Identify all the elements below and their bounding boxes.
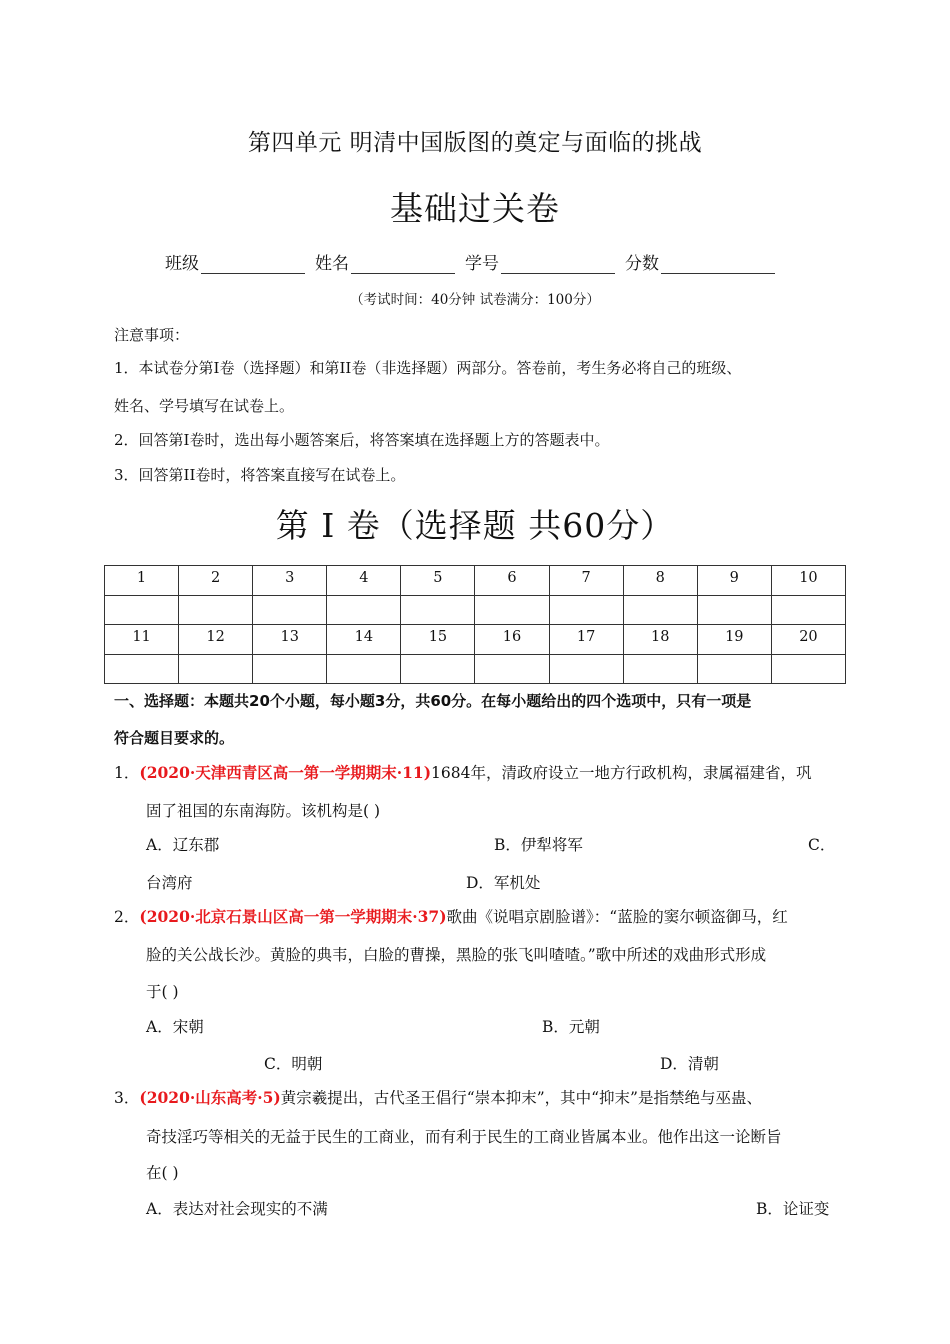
name-input-line[interactable]	[351, 255, 455, 274]
notice-item-3: 3．回答第II卷时，将答案直接写在试卷上。	[114, 466, 406, 484]
answer-cell[interactable]	[771, 596, 845, 625]
answer-grid	[104, 565, 846, 684]
student-id-label: 学号	[465, 254, 499, 274]
grid-number: 8	[623, 566, 697, 596]
question-number: 2．	[114, 908, 140, 926]
option-c-label[interactable]: C．	[808, 836, 836, 854]
grid-number: 11	[105, 625, 179, 655]
question-stem: 歌曲《说唱京剧脸谱》：“蓝脸的窦尔顿盗御马，红	[446, 908, 788, 926]
section-title: 第 I 卷（选择题 共60分）	[275, 506, 675, 545]
question-3	[114, 1086, 762, 1108]
grid-number: 18	[623, 625, 697, 655]
answer-cell[interactable]	[697, 596, 771, 625]
question-number-row	[105, 566, 846, 596]
class-label: 班级	[165, 254, 199, 274]
answer-cell[interactable]	[623, 655, 697, 684]
grid-number: 19	[697, 625, 771, 655]
score-label: 分数	[625, 254, 659, 274]
paper-title: 基础过关卷	[390, 189, 560, 228]
answer-cell[interactable]	[179, 655, 253, 684]
answer-row	[105, 596, 846, 625]
grid-number: 20	[771, 625, 845, 655]
grid-number: 12	[179, 625, 253, 655]
grid-number: 2	[179, 566, 253, 596]
grid-number: 14	[327, 625, 401, 655]
student-id-input-line[interactable]	[501, 255, 615, 274]
answer-cell[interactable]	[401, 596, 475, 625]
grid-number: 15	[401, 625, 475, 655]
student-id-field[interactable]	[465, 249, 615, 274]
question-stem: 1684年，清政府设立一地方行政机构，隶属福建省，巩	[431, 764, 812, 782]
unit-title: 第四单元 明清中国版图的奠定与面临的挑战	[247, 130, 703, 156]
answer-cell[interactable]	[105, 596, 179, 625]
name-field[interactable]	[315, 249, 455, 274]
answer-cell[interactable]	[253, 596, 327, 625]
question-stem: 黄宗羲提出，古代圣王倡行“崇本抑末”，其中“抑末”是指禁绝与巫蛊、	[280, 1089, 762, 1107]
answer-cell[interactable]	[327, 596, 401, 625]
answer-cell[interactable]	[549, 655, 623, 684]
score-input-line[interactable]	[661, 255, 775, 274]
name-label: 姓名	[315, 254, 349, 274]
question-source: (2020·北京石景山区高一第一学期期末·37)	[139, 907, 447, 926]
exam-time-note: （考试时间：40分钟 试卷满分：100分）	[350, 292, 600, 308]
grid-number: 7	[549, 566, 623, 596]
notice-item-1: 1．本试卷分第I卷（选择题）和第II卷（非选择题）两部分。答卷前，考生务必将自己的班级、	[114, 359, 742, 377]
grid-number: 16	[475, 625, 549, 655]
grid-number: 13	[253, 625, 327, 655]
answer-cell[interactable]	[623, 596, 697, 625]
notice-item-1-cont: 姓名、学号填写在试卷上。	[114, 397, 295, 415]
answer-cell[interactable]	[549, 596, 623, 625]
question-stem-cont: 固了祖国的东南海防。该机构是( )	[146, 802, 381, 820]
score-field[interactable]	[625, 249, 775, 274]
section-instructions: 一、选择题：本题共20个小题，每小题3分，共60分。在每小题给出的四个选项中，只有一项是	[114, 692, 752, 710]
question-stem-cont: 脸的关公战长沙。黄脸的典韦，白脸的曹操，黑脸的张飞叫喳喳。”歌中所述的戏曲形式形成	[146, 946, 767, 964]
question-number-row	[105, 625, 846, 655]
notice-heading: 注意事项：	[114, 326, 190, 344]
option-a[interactable]: A．宋朝	[146, 1018, 204, 1036]
option-c[interactable]: C．明朝	[264, 1055, 323, 1073]
answer-cell[interactable]	[401, 655, 475, 684]
grid-number: 9	[697, 566, 771, 596]
answer-row	[105, 655, 846, 684]
class-input-line[interactable]	[201, 255, 305, 274]
question-source: (2020·天津西青区高一第一学期期末·11)	[139, 763, 432, 782]
answer-cell[interactable]	[697, 655, 771, 684]
grid-number: 1	[105, 566, 179, 596]
question-2	[114, 905, 788, 927]
student-info-row	[165, 249, 775, 274]
grid-number: 17	[549, 625, 623, 655]
question-number: 1．	[114, 764, 140, 782]
question-1	[114, 761, 812, 783]
option-b[interactable]: B．论证变	[756, 1200, 830, 1218]
answer-cell[interactable]	[327, 655, 401, 684]
answer-cell[interactable]	[179, 596, 253, 625]
question-stem-cont: 于( )	[146, 983, 179, 1001]
option-b[interactable]: B．伊犁将军	[494, 836, 583, 854]
question-stem-cont: 奇技淫巧等相关的无益于民生的工商业，而有利于民生的工商业皆属本业。他作出这一论断旨	[146, 1128, 782, 1146]
question-number: 3．	[114, 1089, 140, 1107]
answer-cell[interactable]	[253, 655, 327, 684]
option-c-text[interactable]: 台湾府	[146, 874, 193, 892]
option-a[interactable]: A．辽东郡	[146, 836, 220, 854]
option-d[interactable]: D．军机处	[466, 874, 541, 892]
option-b[interactable]: B．元朝	[542, 1018, 600, 1036]
grid-number: 10	[771, 566, 845, 596]
question-stem-cont: 在( )	[146, 1164, 179, 1182]
question-source: (2020·山东高考·5)	[139, 1088, 281, 1107]
answer-cell[interactable]	[475, 596, 549, 625]
section-instructions-cont: 符合题目要求的。	[114, 729, 235, 747]
grid-number: 4	[327, 566, 401, 596]
grid-number: 5	[401, 566, 475, 596]
answer-cell[interactable]	[771, 655, 845, 684]
option-a[interactable]: A．表达对社会现实的不满	[146, 1200, 328, 1218]
grid-number: 6	[475, 566, 549, 596]
class-field[interactable]	[165, 249, 305, 274]
answer-cell[interactable]	[105, 655, 179, 684]
option-d[interactable]: D．清朝	[660, 1055, 719, 1073]
grid-number: 3	[253, 566, 327, 596]
notice-item-2: 2．回答第I卷时，选出每小题答案后，将答案填在选择题上方的答题表中。	[114, 431, 610, 449]
answer-cell[interactable]	[475, 655, 549, 684]
